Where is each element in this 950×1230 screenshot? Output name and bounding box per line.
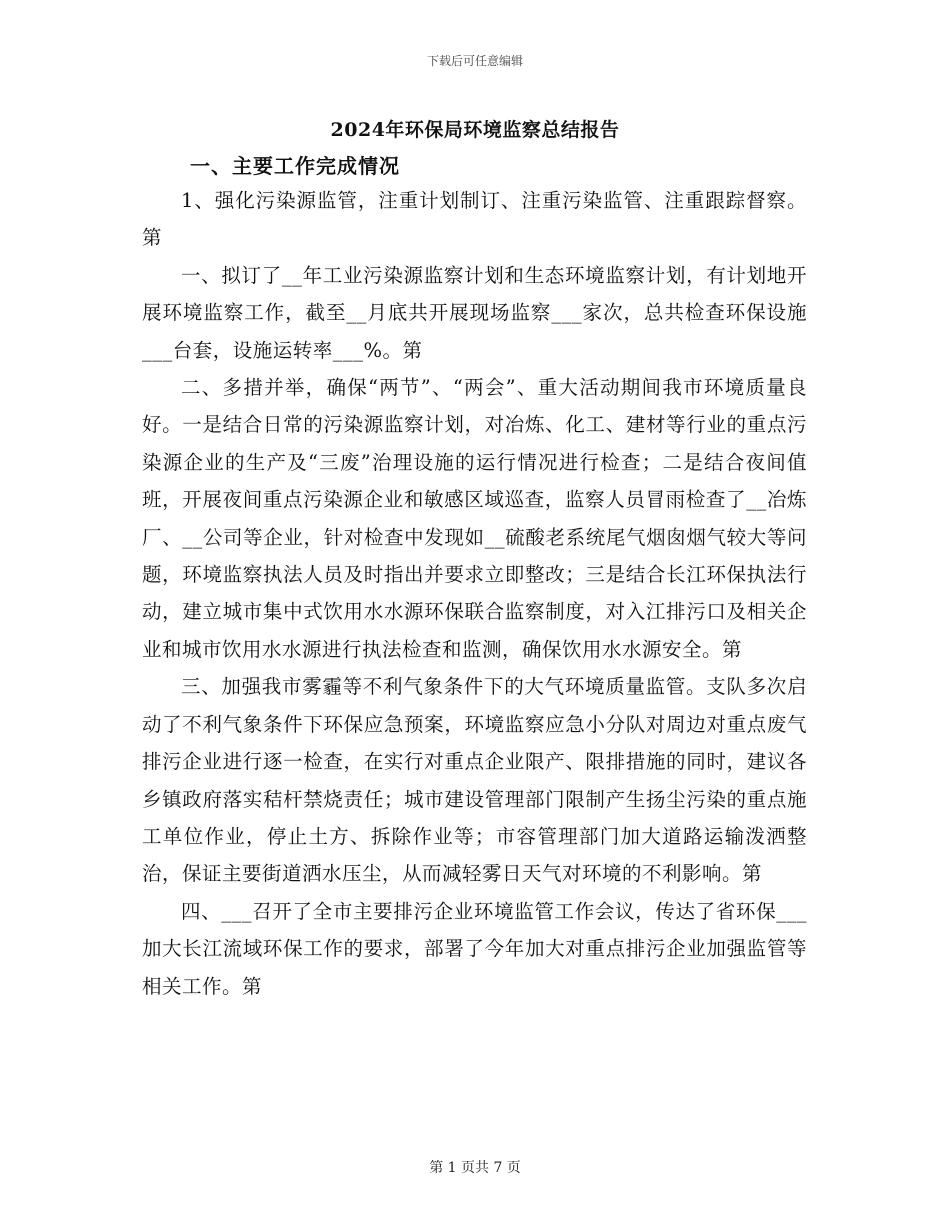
paragraph-4: 三、加强我市雾霾等不利气象条件下的大气环境质量监管。支队多次启动了不利气象条件下环保应急预案，环境监察应急小分队对周边对重点废气排污企业进行逐一检查，在实行对重点企业限产、限排措施的同时，建议各乡镇政府落实秸杆禁烧责任；城市建设管理部门限制产生扬尘污染的重点施工单位作业，停止土方、拆除作业等；市容管理部门加大道路运输泼洒整治，保证主要街道洒水压尘，从而减轻雾日天气对环境的不利影响。第 <box>142 675 807 886</box>
document-title: 2024年环保局环境监察总结报告 <box>330 119 620 141</box>
document-body <box>142 182 807 1005</box>
page-number: 第 1 页共 7 页 <box>429 1160 521 1176</box>
page-header-note: 下载后可任意编辑 <box>426 54 523 68</box>
paragraph-1: 1、强化污染源监管，注重计划制订、注重污染监管、注重跟踪督察。第 <box>142 189 807 250</box>
paragraph-3: 二、多措并举，确保“两节”、“两会”、重大活动期间我市环境质量良好。一是结合日常的污染源监察计划，对冶炼、化工、建材等行业的重点污染源企业的生产及“三废”治理设施的运行情况进行检查；二是结合夜间值班，开展夜间重点污染源企业和敏感区域巡查，监察人员冒雨检查了__冶炼厂、__公司等企业，针对检查中发现如__硫酸老系统尾气烟囱烟气较大等问题，环境监察执法人员及时指出并要求立即整改；三是结合长江环保执法行动，建立城市集中式饮用水水源环保联合监察制度，对入江排污口及相关企业和城市饮用水水源进行执法检查和监测，确保饮用水水源安全。第 <box>142 376 807 661</box>
paragraph-5: 四、___召开了全市主要排污企业环境监管工作会议，传达了省环保___加大长江流域环保工作的要求，部署了今年加大对重点排污企业加强监管等相关工作。第 <box>142 899 807 998</box>
paragraph-2: 一、拟订了__年工业污染源监察计划和生态环境监察计划，有计划地开展环境监察工作，截至__月底共开展现场监察___家次，总共检查环保设施___台套，设施运转率___%。第 <box>142 263 807 362</box>
section-heading: 一、主要工作完成情况 <box>190 154 400 178</box>
